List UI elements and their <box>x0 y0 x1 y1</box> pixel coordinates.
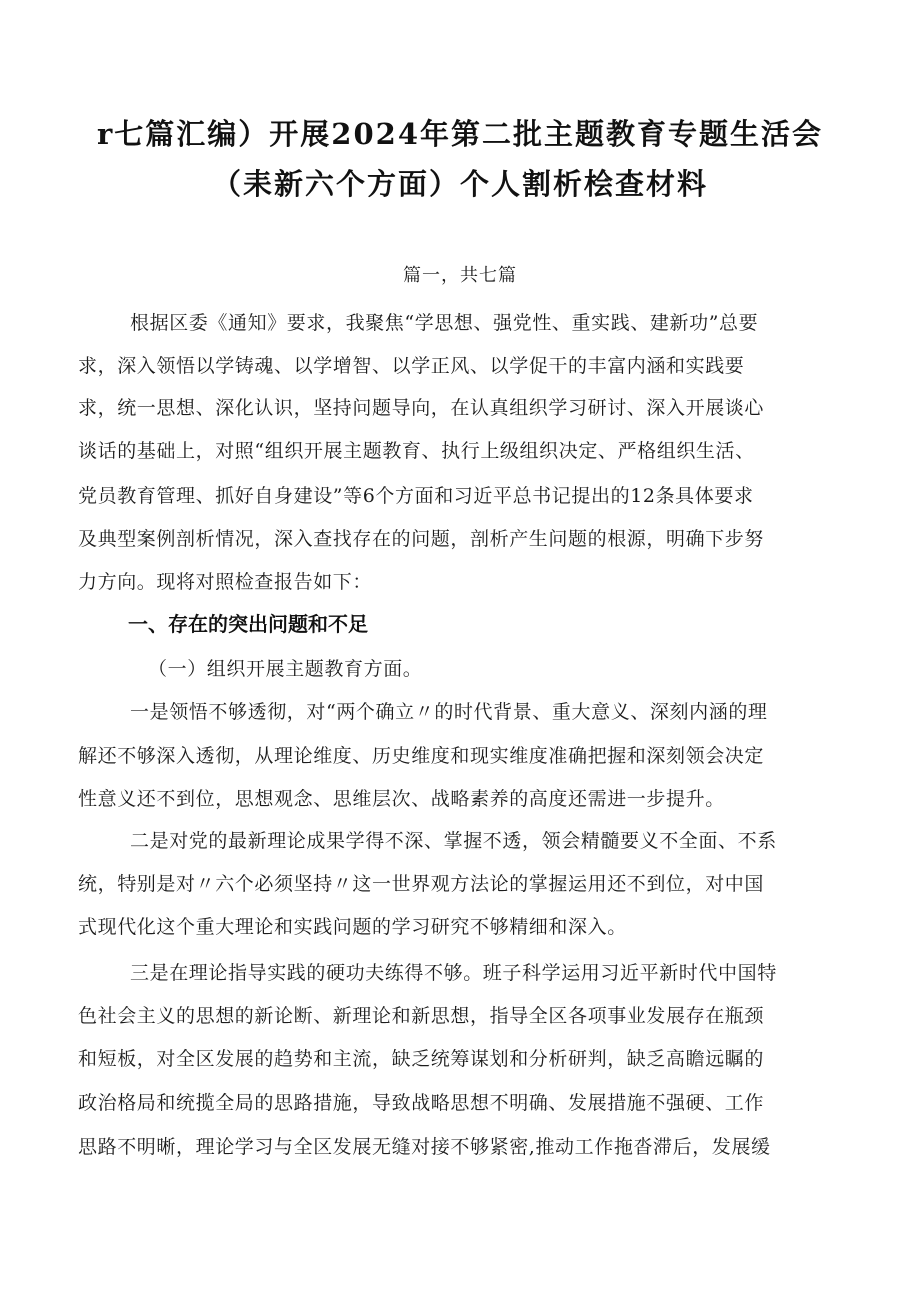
body-line: 二是对党的最新理论成果学得不深、掌握不透，领会精髓要义不全面、不系 <box>130 830 777 852</box>
body-line: 谈话的基础上，对照“组织开展主题教育、执行上级组织决定、严格组织生活、 <box>78 440 755 462</box>
subsection-heading: （一）组织开展主题教育方面。 <box>148 658 423 680</box>
body-line: 求，统一思想、深化认识，坚持问题导向，在认真组织学习研讨、深入开展谈心 <box>78 397 765 419</box>
section-heading: 一、存在的突出问题和不足 <box>128 612 368 636</box>
body-line: 政治格局和统揽全局的思路措施，导致战略思想不明确、发展措施不强硬、工作 <box>78 1092 765 1114</box>
body-line: 性意义还不到位，思想观念、思维层次、战略素养的高度还需进一步提升。 <box>78 788 725 810</box>
body-line: 和短板，对全区发展的趋势和主流，缺乏统筹谋划和分析研判，缺乏高瞻远瞩的 <box>78 1048 765 1070</box>
body-line: 党员教育管理、抓好自身建设”等6个方面和习近平总书记提出的12条具体要求 <box>78 485 754 507</box>
body-line: 思路不明晰，理论学习与全区发展无缝对接不够紧密,推动工作拖沓滞后，发展缓 <box>78 1136 771 1158</box>
body-line: 根据区委《通知》要求，我聚焦“学思想、强党性、重实践、建新功”总要 <box>130 312 759 334</box>
body-line: 求，深入领悟以学铸魂、以学增智、以学正风、以学促干的丰富内涵和实践要 <box>78 355 745 377</box>
body-line: 一是领悟不够透彻，对“两个确立〃的时代背景、重大意义、深刻内涵的理 <box>130 701 768 723</box>
document-subtitle: 篇一，共七篇 <box>403 265 517 286</box>
body-line: 力方向。现将对照检查报告如下： <box>78 571 373 593</box>
body-line: 三是在理论指导实践的硬功夫练得不够。班子科学运用习近平新时代中国特 <box>130 962 777 984</box>
document-title-line-1: r七篇汇编）开展2024年第二批主题教育专题生活会 <box>97 117 823 151</box>
body-line: 及典型案例剖析情况，深入查找存在的问题，剖析产生问题的根源，明确下步努 <box>78 528 765 550</box>
body-line: 色社会主义的思想的新论断、新理论和新思想，指导全区各项事业发展存在瓶颈 <box>78 1005 765 1027</box>
document-title-line-2: （耒新六个方面）个人割析桧查材料 <box>211 167 708 201</box>
body-line: 统，特别是对〃六个必须坚持〃这一世界观方法论的掌握运用还不到位，对中国 <box>78 873 765 895</box>
body-line: 解还不够深入透彻，从理论维度、历史维度和现实维度准确把握和深刻领会决定 <box>78 745 765 767</box>
body-line: 式现代化这个重大理论和实践问题的学习研究不够精细和深入。 <box>78 916 627 938</box>
